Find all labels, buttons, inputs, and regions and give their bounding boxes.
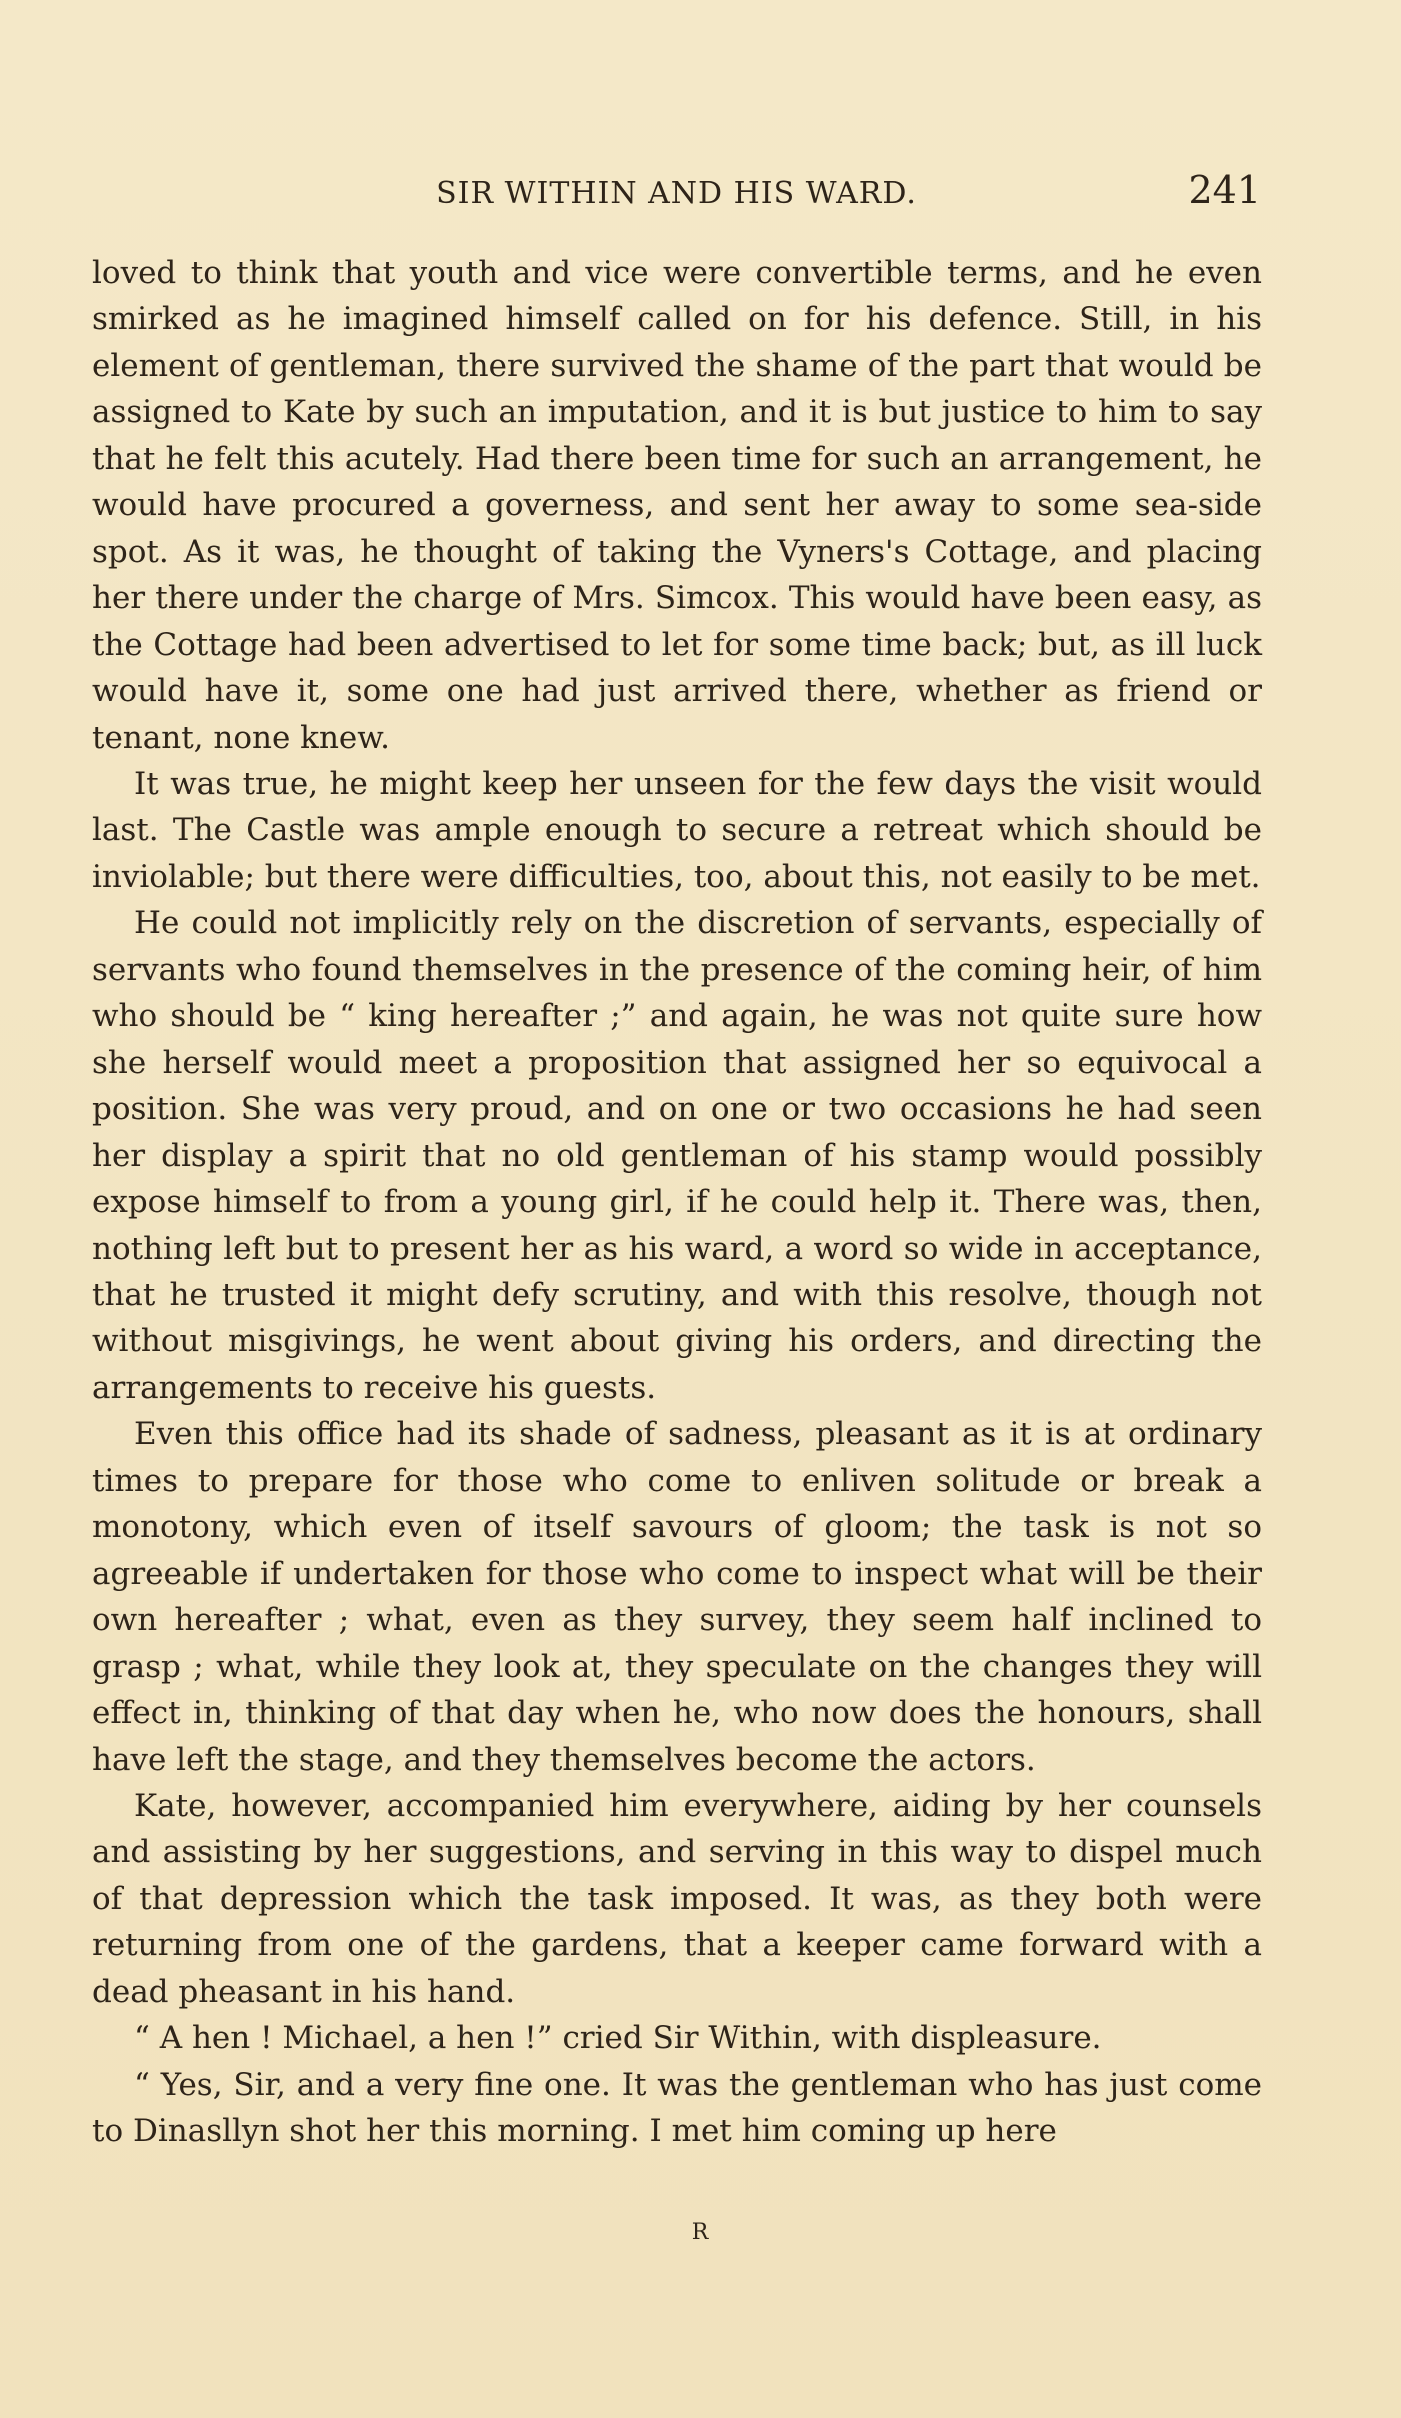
paragraph: “ A hen ! Michael, a hen !” cried Sir Within, with displeasure. bbox=[134, 2020, 1102, 2057]
paragraph: loved to think that youth and vice were convertible terms, and he even smirked as he imagined himself called on for his defence. Still, in his element of gentleman, there survived the shame of the part that would be assigned to Kate by such an imputation, and it is but justice to him to say that he felt this acutely. Had there been time for such an arrangement, he would have procured a governess, and sent her away to some sea-side spot. As it was, he thought of taking the Vyners's Cottage, and placing her there under the charge of Mrs. Simcox. This would have been easy, as the Cottage had been advertised to let for some time back; but, as ill luck would have it, some one had just arrived there, whether as friend or tenant, none knew. bbox=[92, 255, 1262, 756]
paragraph: “ Yes, Sir, and a very fine one. It was the gentleman who has just come to Dinasllyn shot her this morning. I met him coming up here bbox=[92, 2066, 1262, 2150]
page-number: 241 bbox=[1188, 168, 1261, 212]
page-header bbox=[92, 168, 1261, 218]
paragraph: Kate, however, accompanied him everywhere, aiding by her counsels and assisting by her suggestions, and serving in this way to dispel much of that depression which the task imposed. It was, as they both were returning from one of the gardens, that a keeper came forward with a dead pheasant in his hand. bbox=[92, 1787, 1262, 2010]
paragraph: Even this office had its shade of sadness, pleasant as it is at ordinary times to prepare for those who come to enliven solitude or break a monotony, which even of itself savours of gloom; the task is not so agreeable if undertaken for those who come to inspect what will be their own hereafter ; what, even as they survey, they seem half inclined to grasp ; what, while they look at, they speculate on the changes they will effect in, thinking of that day when he, who now does the honours, shall have left the stage, and they themselves become the actors. bbox=[92, 1416, 1262, 1778]
body-text bbox=[92, 250, 1262, 2155]
paragraph: He could not implicitly rely on the discretion of servants, especially of servants who found themselves in the presence of the coming heir, of him who should be “ king hereafter ;” and again, he was not quite sure how she herself would meet a proposition that assigned her so equivocal a position. She was very proud, and on one or two occasions he had seen her display a spirit that no old gentleman of his stamp would possibly expose himself to from a young girl, if he could help it. There was, then, nothing left but to present her as his ward, a word so wide in acceptance, that he trusted it might defy scrutiny, and with this resolve, though not without misgivings, he went about giving his orders, and directing the arrangements to receive his guests. bbox=[92, 905, 1262, 1406]
running-title: SIR WITHIN AND HIS WARD. bbox=[436, 176, 917, 211]
signature-mark: R bbox=[691, 2220, 710, 2245]
paragraph: It was true, he might keep her unseen for the few days the visit would last. The Castle was ample enough to secure a retreat which should be inviolable; but there were difficulties, too, about this, not easily to be met. bbox=[92, 765, 1262, 895]
